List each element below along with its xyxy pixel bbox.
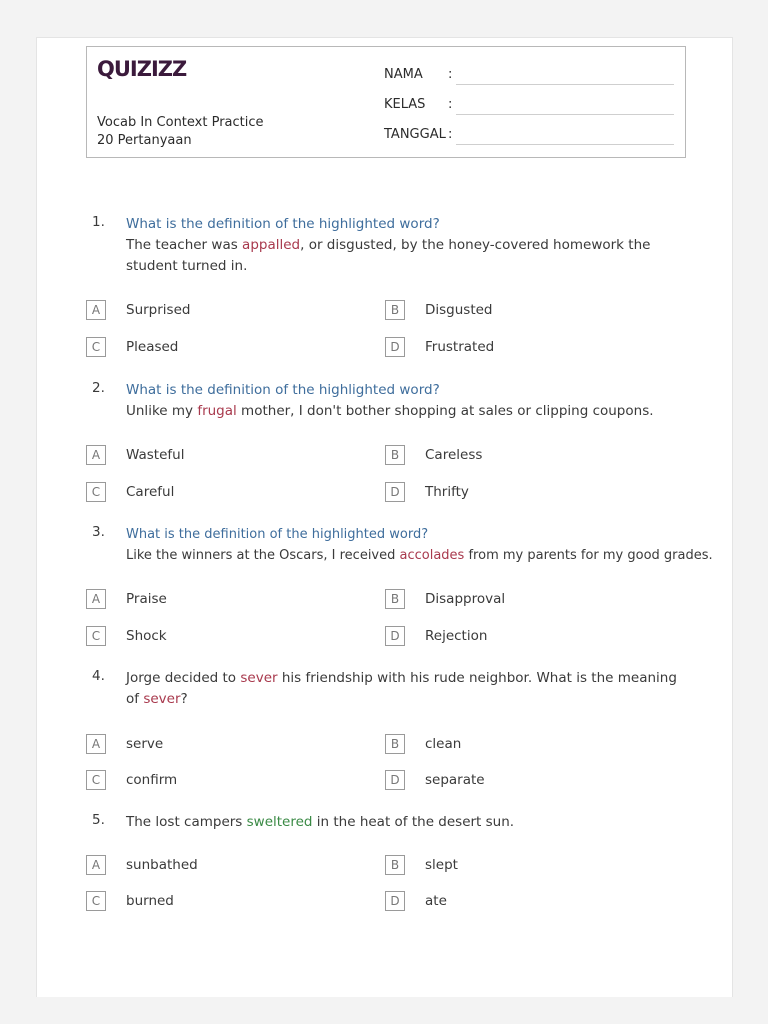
option-letter: A <box>86 300 106 320</box>
class-field[interactable] <box>384 95 674 115</box>
class-line[interactable] <box>456 114 674 115</box>
question-number: 5. <box>92 812 105 828</box>
worksheet-page <box>36 37 733 997</box>
option-letter: D <box>385 337 405 357</box>
question-prompt: What is the definition of the highlighted word? <box>126 216 440 232</box>
date-label: TANGGAL : <box>384 127 453 142</box>
highlighted-word: sever <box>143 691 181 707</box>
option-text: confirm <box>126 772 178 788</box>
option-letter: D <box>385 626 405 646</box>
quizizz-logo: QUIZIZZ <box>97 57 187 81</box>
class-label: KELAS : <box>384 97 453 112</box>
date-line[interactable] <box>456 144 674 145</box>
option-letter: D <box>385 482 405 502</box>
highlighted-word: sever <box>240 670 278 686</box>
option-text: burned <box>126 893 174 909</box>
option-letter: B <box>385 300 405 320</box>
question-sentence: Unlike my frugal mother, I don't bother shopping at sales or clipping coupons. <box>126 403 654 419</box>
option-text: sunbathed <box>126 857 198 873</box>
option-letter: A <box>86 734 106 754</box>
option-letter: C <box>86 626 106 646</box>
option-letter: C <box>86 891 106 911</box>
question-text: The lost campers sweltered in the heat of the desert sun. <box>126 814 515 830</box>
option-text: clean <box>425 736 462 752</box>
option-text: Rejection <box>425 628 488 644</box>
name-field[interactable] <box>384 65 674 85</box>
option-text: Wasteful <box>126 447 185 463</box>
highlighted-word: appalled <box>242 237 301 253</box>
option-text: Disapproval <box>425 591 506 607</box>
option-letter: A <box>86 855 106 875</box>
question-number: 2. <box>92 380 105 396</box>
option-letter: A <box>86 589 106 609</box>
option-text: serve <box>126 736 164 752</box>
option-text: Disgusted <box>425 302 493 318</box>
option-letter: B <box>385 734 405 754</box>
name-label: NAMA : <box>384 67 453 82</box>
worksheet-header <box>86 46 686 158</box>
question-count: 20 Pertanyaan <box>97 133 192 148</box>
highlighted-word: sweltered <box>246 814 313 830</box>
question-sentence: The teacher was appalled, or disgusted, by the honey-covered homework the student turned in. <box>126 237 651 274</box>
quiz-title: Vocab In Context Practice <box>97 115 264 130</box>
option-text: Surprised <box>126 302 191 318</box>
option-letter: C <box>86 482 106 502</box>
question-prompt: What is the definition of the highlighted word? <box>126 382 440 398</box>
question-text: Jorge decided to sever his friendship with his rude neighbor. What is the meaning of sever? <box>126 670 677 707</box>
quiz-info <box>97 114 264 150</box>
option-text: separate <box>425 772 485 788</box>
highlighted-word: frugal <box>197 403 237 419</box>
option-letter: C <box>86 337 106 357</box>
option-letter: B <box>385 445 405 465</box>
question-text <box>126 214 686 277</box>
highlighted-word: accolades <box>399 548 465 563</box>
option-letter: D <box>385 770 405 790</box>
option-text: slept <box>425 857 458 873</box>
option-text: Careless <box>425 447 483 463</box>
question-number: 1. <box>92 214 105 230</box>
option-letter: C <box>86 770 106 790</box>
name-line[interactable] <box>456 84 674 85</box>
question-prompt: What is the definition of the highlighted word? <box>126 527 429 542</box>
option-text: Careful <box>126 484 175 500</box>
date-field[interactable] <box>384 125 674 145</box>
question-text <box>126 380 686 422</box>
option-letter: B <box>385 589 405 609</box>
option-text: Praise <box>126 591 167 607</box>
question-sentence: Like the winners at the Oscars, I received accolades from my parents for my good grades. <box>126 548 713 563</box>
option-text: Frustrated <box>425 339 495 355</box>
option-text: Pleased <box>126 339 179 355</box>
option-letter: A <box>86 445 106 465</box>
option-text: Thrifty <box>425 484 469 500</box>
option-letter: B <box>385 855 405 875</box>
option-text: Shock <box>126 628 167 644</box>
option-letter: D <box>385 891 405 911</box>
question-number: 3. <box>92 524 105 540</box>
question-text <box>126 524 726 566</box>
option-text: ate <box>425 893 447 909</box>
question-number: 4. <box>92 668 105 684</box>
